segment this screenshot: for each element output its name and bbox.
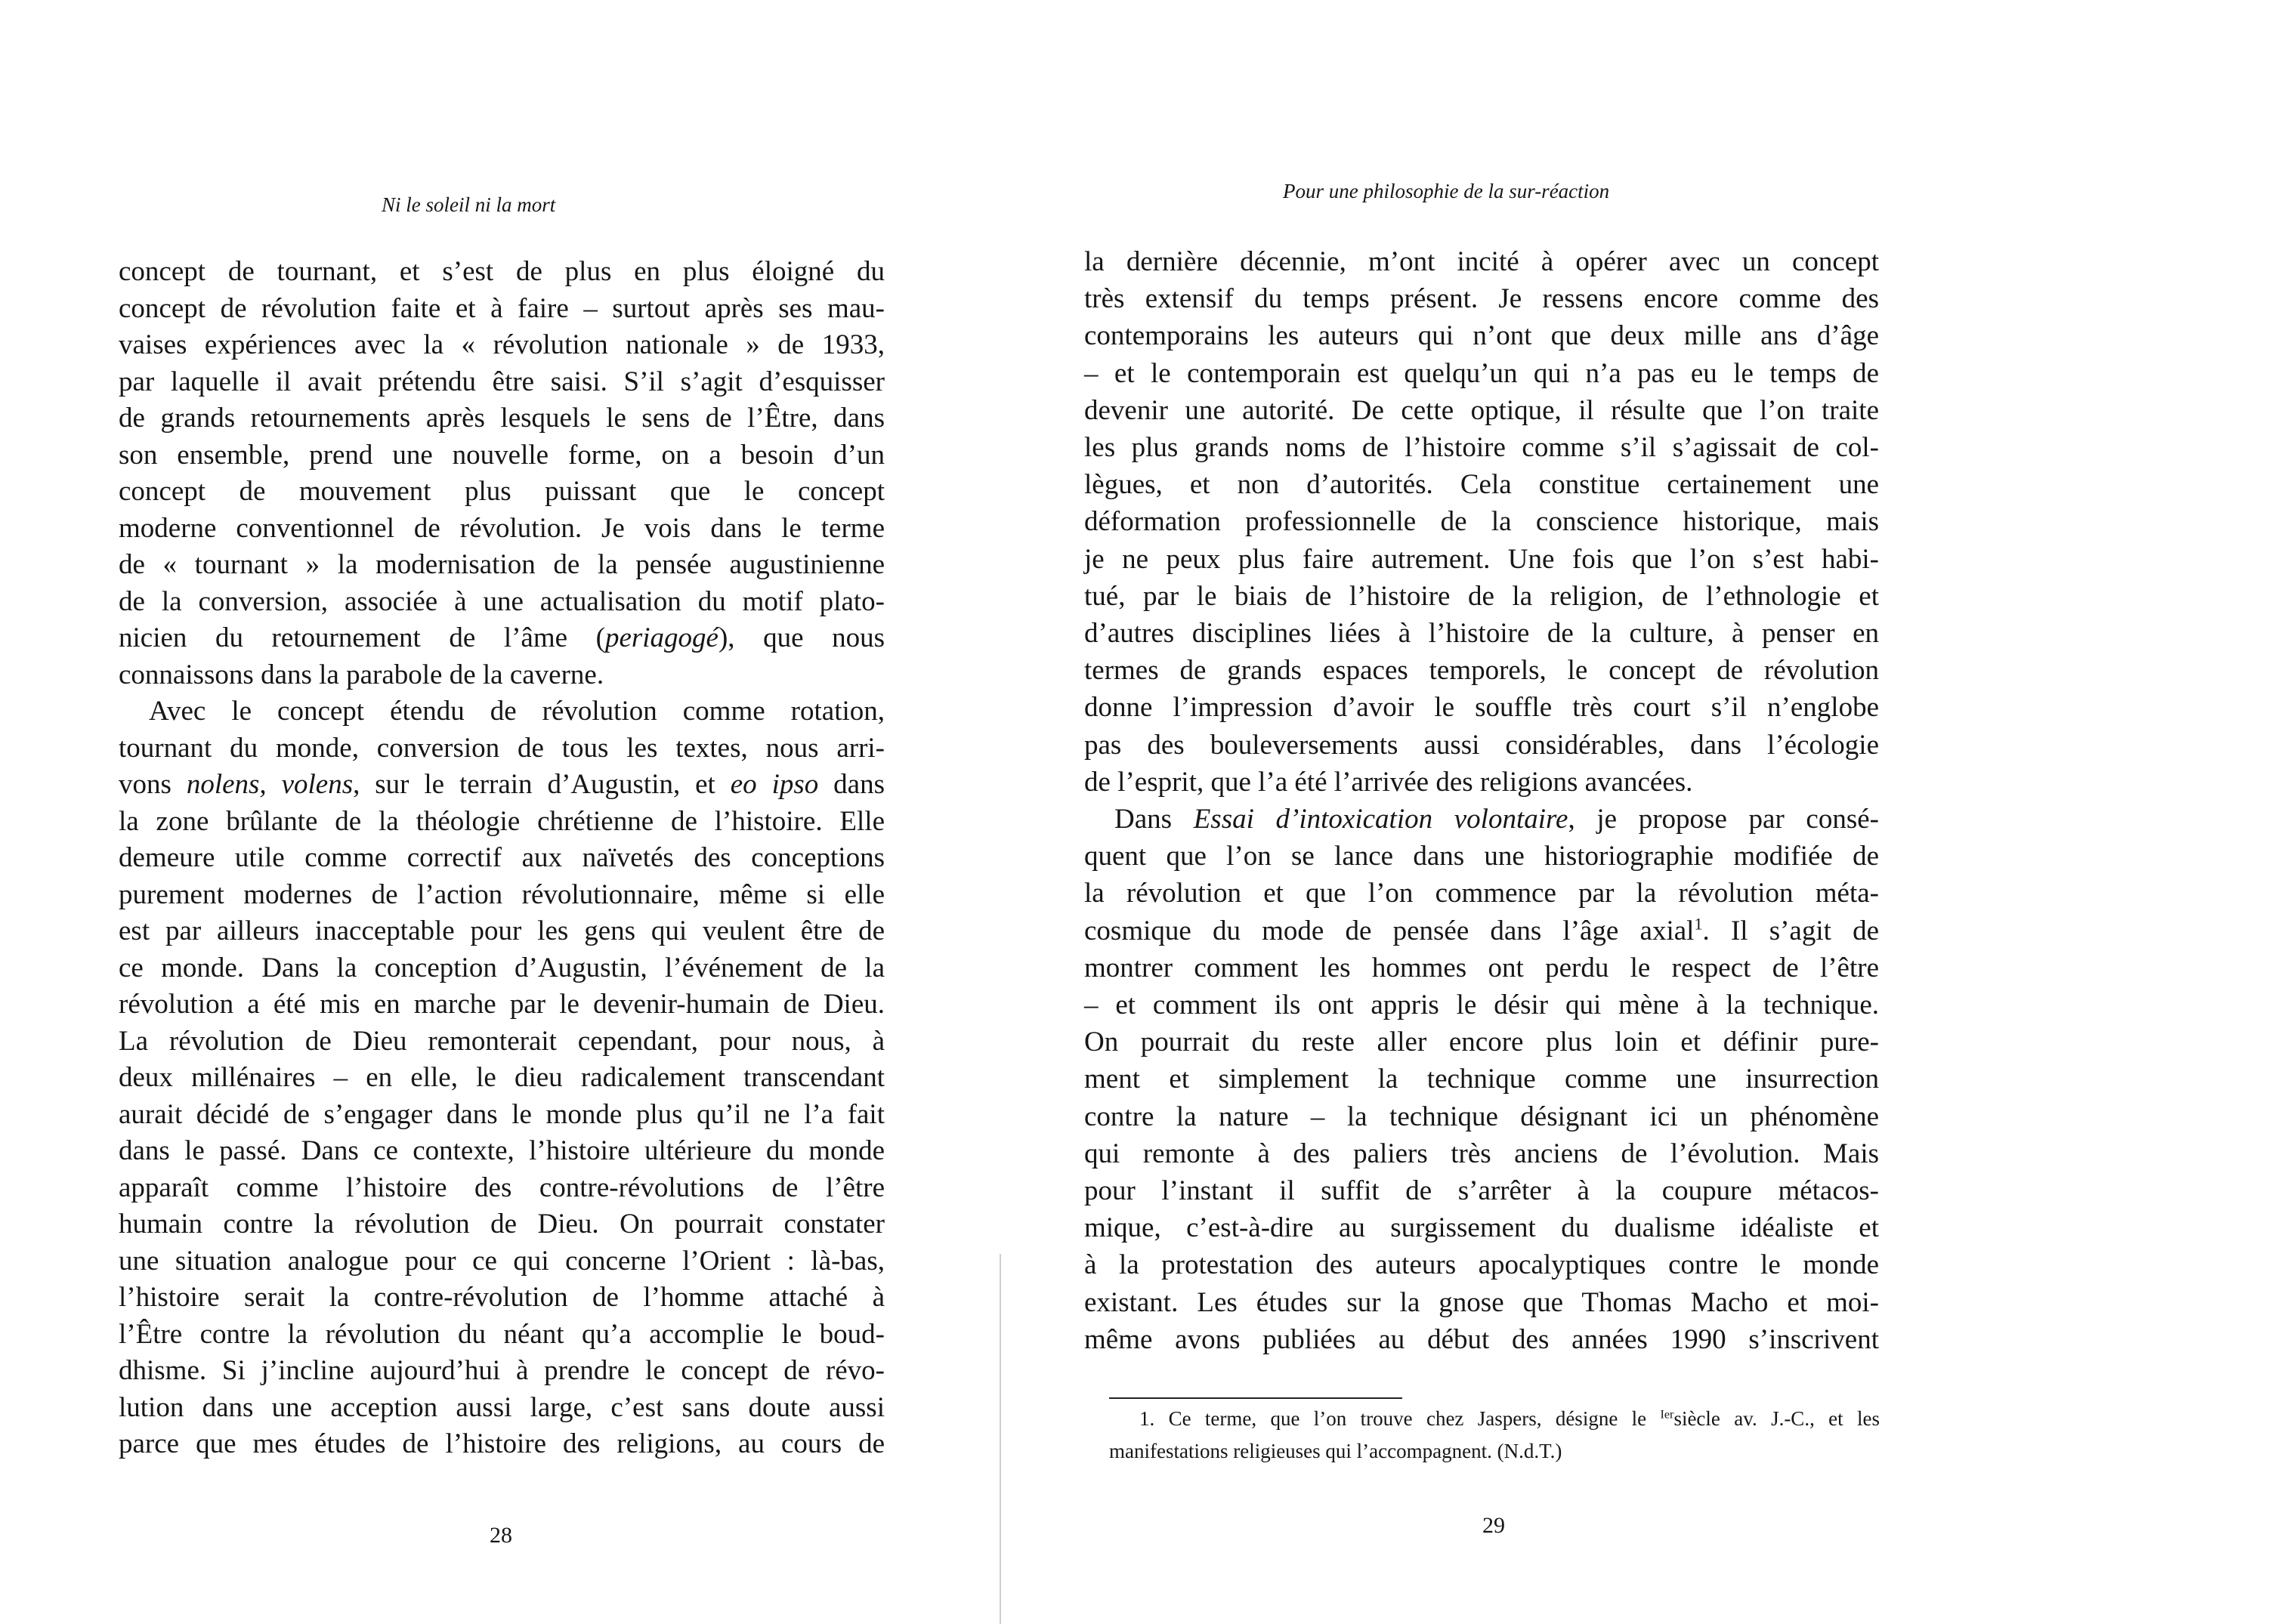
text-run: aurait décidé de s’engager dans le monde plus qu’il ne l’a fait bbox=[119, 1098, 885, 1130]
text-line bbox=[119, 730, 885, 767]
text-run: vons bbox=[119, 769, 187, 800]
text-line bbox=[119, 511, 885, 548]
text-line bbox=[1084, 503, 1879, 540]
text-line bbox=[119, 1243, 885, 1280]
text-line bbox=[1084, 912, 1879, 949]
text-run: devenir une autorité. De cette optique, il résulte que l’on traite bbox=[1084, 394, 1879, 426]
text-line bbox=[1084, 949, 1879, 986]
text-run: concept de mouvement plus puissant que le concept bbox=[119, 476, 885, 507]
text-run: purement modernes de l’action révolutionnaire, même si elle bbox=[119, 878, 885, 910]
text-run: existant. Les études sur la gnose que Thomas Macho et moi- bbox=[1084, 1286, 1879, 1318]
text-run: ce monde. Dans la conception d’Augustin, l’événement de la bbox=[119, 952, 885, 983]
text-line bbox=[119, 950, 885, 987]
text-run: une situation analogue pour ce qui concerne l’Orient : là-bas, bbox=[119, 1245, 885, 1277]
text-line bbox=[119, 986, 885, 1023]
text-run: vaises expériences avec la « révolution nationale » de 1933, bbox=[119, 329, 885, 360]
text-line bbox=[1084, 1135, 1879, 1172]
text-line bbox=[119, 657, 885, 694]
text-run: dans le passé. Dans ce contexte, l’histoire ultérieure du monde bbox=[119, 1135, 885, 1166]
text-line bbox=[119, 1390, 885, 1427]
text-line bbox=[1084, 1098, 1879, 1135]
text-run: lution dans une acception aussi large, c’est sans doute aussi bbox=[119, 1391, 885, 1423]
text-run: tué, par le biais de l’histoire de la religion, de l’ethnologie et bbox=[1084, 580, 1879, 612]
text-run: concept de tournant, et s’est de plus en plus éloigné du bbox=[119, 256, 885, 287]
text-run: termes de grands espaces temporels, le concept de révolution bbox=[1084, 655, 1879, 687]
left-running-head: Ni le soleil ni la mort bbox=[382, 193, 556, 216]
text-run: concept de révolution faite et à faire – surtout après ses mau- bbox=[119, 292, 885, 324]
text-line bbox=[119, 804, 885, 841]
text-line bbox=[1084, 689, 1879, 726]
text-run: demeure utile comme correctif aux naïvetés des conceptions bbox=[119, 842, 885, 873]
text-run: d’autres disciplines liées à l’histoire de la culture, à penser en bbox=[1084, 618, 1879, 650]
text-run: humain contre la révolution de Dieu. On pourrait constater bbox=[119, 1209, 885, 1240]
text-run: lègues, et non d’autorités. Cela constitue certainement une bbox=[1084, 469, 1879, 501]
text-line bbox=[119, 437, 885, 474]
text-line bbox=[1084, 1284, 1879, 1321]
text-run: parce que mes études de l’histoire des religions, au cours de bbox=[119, 1428, 885, 1459]
text-run: son ensemble, prend une nouvelle forme, on a besoin d’un bbox=[119, 439, 885, 471]
text-line bbox=[1084, 1023, 1879, 1061]
text-line bbox=[1084, 652, 1879, 689]
text-run: Dans bbox=[1114, 804, 1194, 835]
text-line bbox=[119, 254, 885, 291]
text-line bbox=[119, 1353, 885, 1390]
text-line bbox=[119, 291, 885, 328]
text-line bbox=[119, 620, 885, 657]
text-line bbox=[1084, 801, 1879, 838]
text-run: de grands retournements après lesquels le sens de l’Être, dans bbox=[119, 403, 885, 434]
footnote-line bbox=[1109, 1403, 1880, 1435]
text-run: donne l’impression d’avoir le souffle très court s’il n’englobe bbox=[1084, 692, 1879, 724]
text-line bbox=[1084, 1246, 1879, 1283]
text-line bbox=[1084, 317, 1879, 354]
text-line bbox=[1084, 280, 1879, 317]
text-run: la zone brûlante de la théologie chrétienne de l’histoire. Elle bbox=[119, 805, 885, 837]
text-run: , sur le terrain d’Augustin, et bbox=[353, 769, 731, 800]
superscript: Ier bbox=[1660, 1407, 1674, 1422]
text-line bbox=[1084, 1061, 1879, 1098]
text-run: les plus grands noms de l’histoire comme s’il s’agissait de col- bbox=[1084, 432, 1879, 464]
text-line bbox=[1084, 243, 1879, 280]
text-line bbox=[119, 400, 885, 437]
text-run: – et comment ils ont appris le désir qui mène à la technique. bbox=[1084, 990, 1879, 1021]
text-run: la révolution et que l’on commence par la révolution méta- bbox=[1084, 878, 1879, 909]
text-run: siècle av. J.-C., et les bbox=[1673, 1407, 1880, 1430]
text-run: déformation professionnelle de la conscience historique, mais bbox=[1084, 506, 1879, 538]
italic-text: Essai d’intoxication volontaire bbox=[1193, 804, 1568, 835]
text-run: à la protestation des auteurs apocalyptiques contre le monde bbox=[1084, 1249, 1879, 1281]
text-line bbox=[1084, 578, 1879, 615]
footnote-rule bbox=[1109, 1397, 1402, 1399]
text-line bbox=[119, 1097, 885, 1134]
text-line bbox=[1084, 466, 1879, 503]
text-run: La révolution de Dieu remonterait cependant, pour nous, à bbox=[119, 1025, 885, 1057]
text-line bbox=[1084, 1172, 1879, 1209]
text-run: contre la nature – la technique désignant ici un phénomène bbox=[1084, 1101, 1879, 1132]
text-line bbox=[119, 877, 885, 914]
text-run: la dernière décennie, m’ont incité à opérer avec un concept bbox=[1084, 246, 1879, 277]
text-line bbox=[119, 1170, 885, 1207]
text-run: ment et simplement la technique comme une insurrection bbox=[1084, 1064, 1879, 1095]
text-line bbox=[119, 1023, 885, 1061]
text-line bbox=[119, 1317, 885, 1354]
superscript: 1 bbox=[1694, 914, 1703, 934]
text-run: mique, c’est-à-dire au surgissement du dualisme idéaliste et bbox=[1084, 1212, 1879, 1244]
text-run: par laquelle il avait prétendu être saisi. S’il s’agit d’esquisser bbox=[119, 366, 885, 397]
text-run: qui remonte à des paliers très anciens de l’évolution. Mais bbox=[1084, 1138, 1879, 1169]
right-page-body bbox=[1084, 243, 1879, 1358]
text-line bbox=[1084, 541, 1879, 578]
text-run: On pourrait du reste aller encore plus loin et définir pure- bbox=[1084, 1027, 1879, 1058]
text-run: connaissons dans la parabole de la caverne. bbox=[119, 659, 604, 690]
text-line bbox=[119, 1280, 885, 1317]
text-run: deux millénaires – en elle, le dieu radicalement transcendant bbox=[119, 1062, 885, 1093]
left-page-body bbox=[119, 254, 885, 1463]
text-line bbox=[119, 547, 885, 584]
text-run: tournant du monde, conversion de tous les textes, nous arri- bbox=[119, 732, 885, 764]
text-line bbox=[1084, 1321, 1879, 1358]
text-line bbox=[119, 1133, 885, 1170]
text-run: l’histoire serait la contre-révolution de l’homme attaché à bbox=[119, 1282, 885, 1313]
text-run: Avec le concept étendu de révolution comme rotation, bbox=[149, 696, 885, 727]
right-page-number: 29 bbox=[1482, 1513, 1505, 1538]
text-run: moderne conventionnel de révolution. Je vois dans le terme bbox=[119, 512, 885, 544]
text-run: quent que l’on se lance dans une historiographie modifiée de bbox=[1084, 841, 1879, 872]
left-page-number: 28 bbox=[490, 1523, 512, 1548]
text-line bbox=[119, 1206, 885, 1243]
text-run: l’Être contre la révolution du néant qu’a accomplie le boud- bbox=[119, 1318, 885, 1350]
text-run: , je propose par consé- bbox=[1568, 804, 1879, 835]
text-run: même avons publiées au début des années 1990 s’inscrivent bbox=[1084, 1323, 1879, 1355]
text-run: de « tournant » la modernisation de la pensée augustinienne bbox=[119, 549, 885, 580]
text-line bbox=[1084, 875, 1879, 912]
text-run: de la conversion, associée à une actualisation du motif plato- bbox=[119, 585, 885, 617]
text-run: – et le contemporain est quelqu’un qui n’a pas eu le temps de bbox=[1084, 357, 1879, 389]
text-run: . Il s’agit de bbox=[1702, 915, 1880, 946]
text-line bbox=[1084, 838, 1879, 875]
text-line bbox=[119, 474, 885, 511]
text-line bbox=[1084, 392, 1879, 429]
text-line bbox=[119, 327, 885, 364]
footnote-line bbox=[1109, 1435, 1880, 1468]
text-line bbox=[1084, 986, 1879, 1023]
text-run: nicien du retournement de l’âme ( bbox=[119, 622, 605, 653]
text-run: cosmique du mode de pensée dans l’âge axial bbox=[1084, 915, 1695, 946]
text-run: ), que nous bbox=[718, 622, 885, 653]
text-run: 1. Ce terme, que l’on trouve chez Jaspers, désigne le bbox=[1139, 1407, 1661, 1430]
text-run: apparaît comme l’histoire des contre-révolutions de l’être bbox=[119, 1172, 885, 1203]
text-run: je ne peux plus faire autrement. Une fois que l’on s’est habi- bbox=[1084, 543, 1879, 575]
text-run: de l’esprit, que l’a été l’arrivée des religions avancées. bbox=[1084, 766, 1693, 798]
text-line bbox=[119, 584, 885, 621]
text-line bbox=[1084, 615, 1879, 652]
text-line bbox=[119, 1426, 885, 1463]
text-line bbox=[119, 1060, 885, 1097]
gutter-shadow bbox=[1000, 1254, 1001, 1624]
text-line bbox=[119, 913, 885, 950]
text-line bbox=[119, 364, 885, 401]
text-line bbox=[119, 767, 885, 804]
text-line bbox=[1084, 727, 1879, 764]
italic-text: periagogé bbox=[604, 622, 718, 653]
text-run: pour l’instant il suffit de s’arrêter à la coupure métacos- bbox=[1084, 1175, 1879, 1207]
text-run: dhisme. Si j’incline aujourd’hui à prendre le concept de révo- bbox=[119, 1355, 885, 1386]
italic-text: nolens, volens bbox=[186, 769, 354, 800]
text-line bbox=[119, 693, 885, 730]
text-line bbox=[119, 840, 885, 877]
text-run: est par ailleurs inacceptable pour les gens qui veulent être de bbox=[119, 915, 885, 946]
text-run: pas des bouleversements aussi considérables, dans l’écologie bbox=[1084, 729, 1879, 761]
text-run: contemporains les auteurs qui n’ont que deux mille ans d’âge bbox=[1084, 320, 1879, 352]
footnote bbox=[1109, 1403, 1880, 1468]
text-line bbox=[1084, 1209, 1879, 1246]
text-line bbox=[1084, 355, 1879, 392]
italic-text: eo ipso bbox=[730, 769, 819, 800]
text-run: dans bbox=[818, 769, 885, 800]
text-run: révolution a été mis en marche par le devenir-humain de Dieu. bbox=[119, 989, 885, 1020]
text-run: montrer comment les hommes ont perdu le respect de l’être bbox=[1084, 952, 1879, 983]
right-running-head: Pour une philosophie de la sur-réaction bbox=[1283, 180, 1610, 202]
text-line bbox=[1084, 764, 1879, 801]
text-run: manifestations religieuses qui l’accompagnent. (N.d.T.) bbox=[1109, 1440, 1562, 1462]
text-run: très extensif du temps présent. Je ressens encore comme des bbox=[1084, 283, 1879, 315]
text-line bbox=[1084, 429, 1879, 466]
